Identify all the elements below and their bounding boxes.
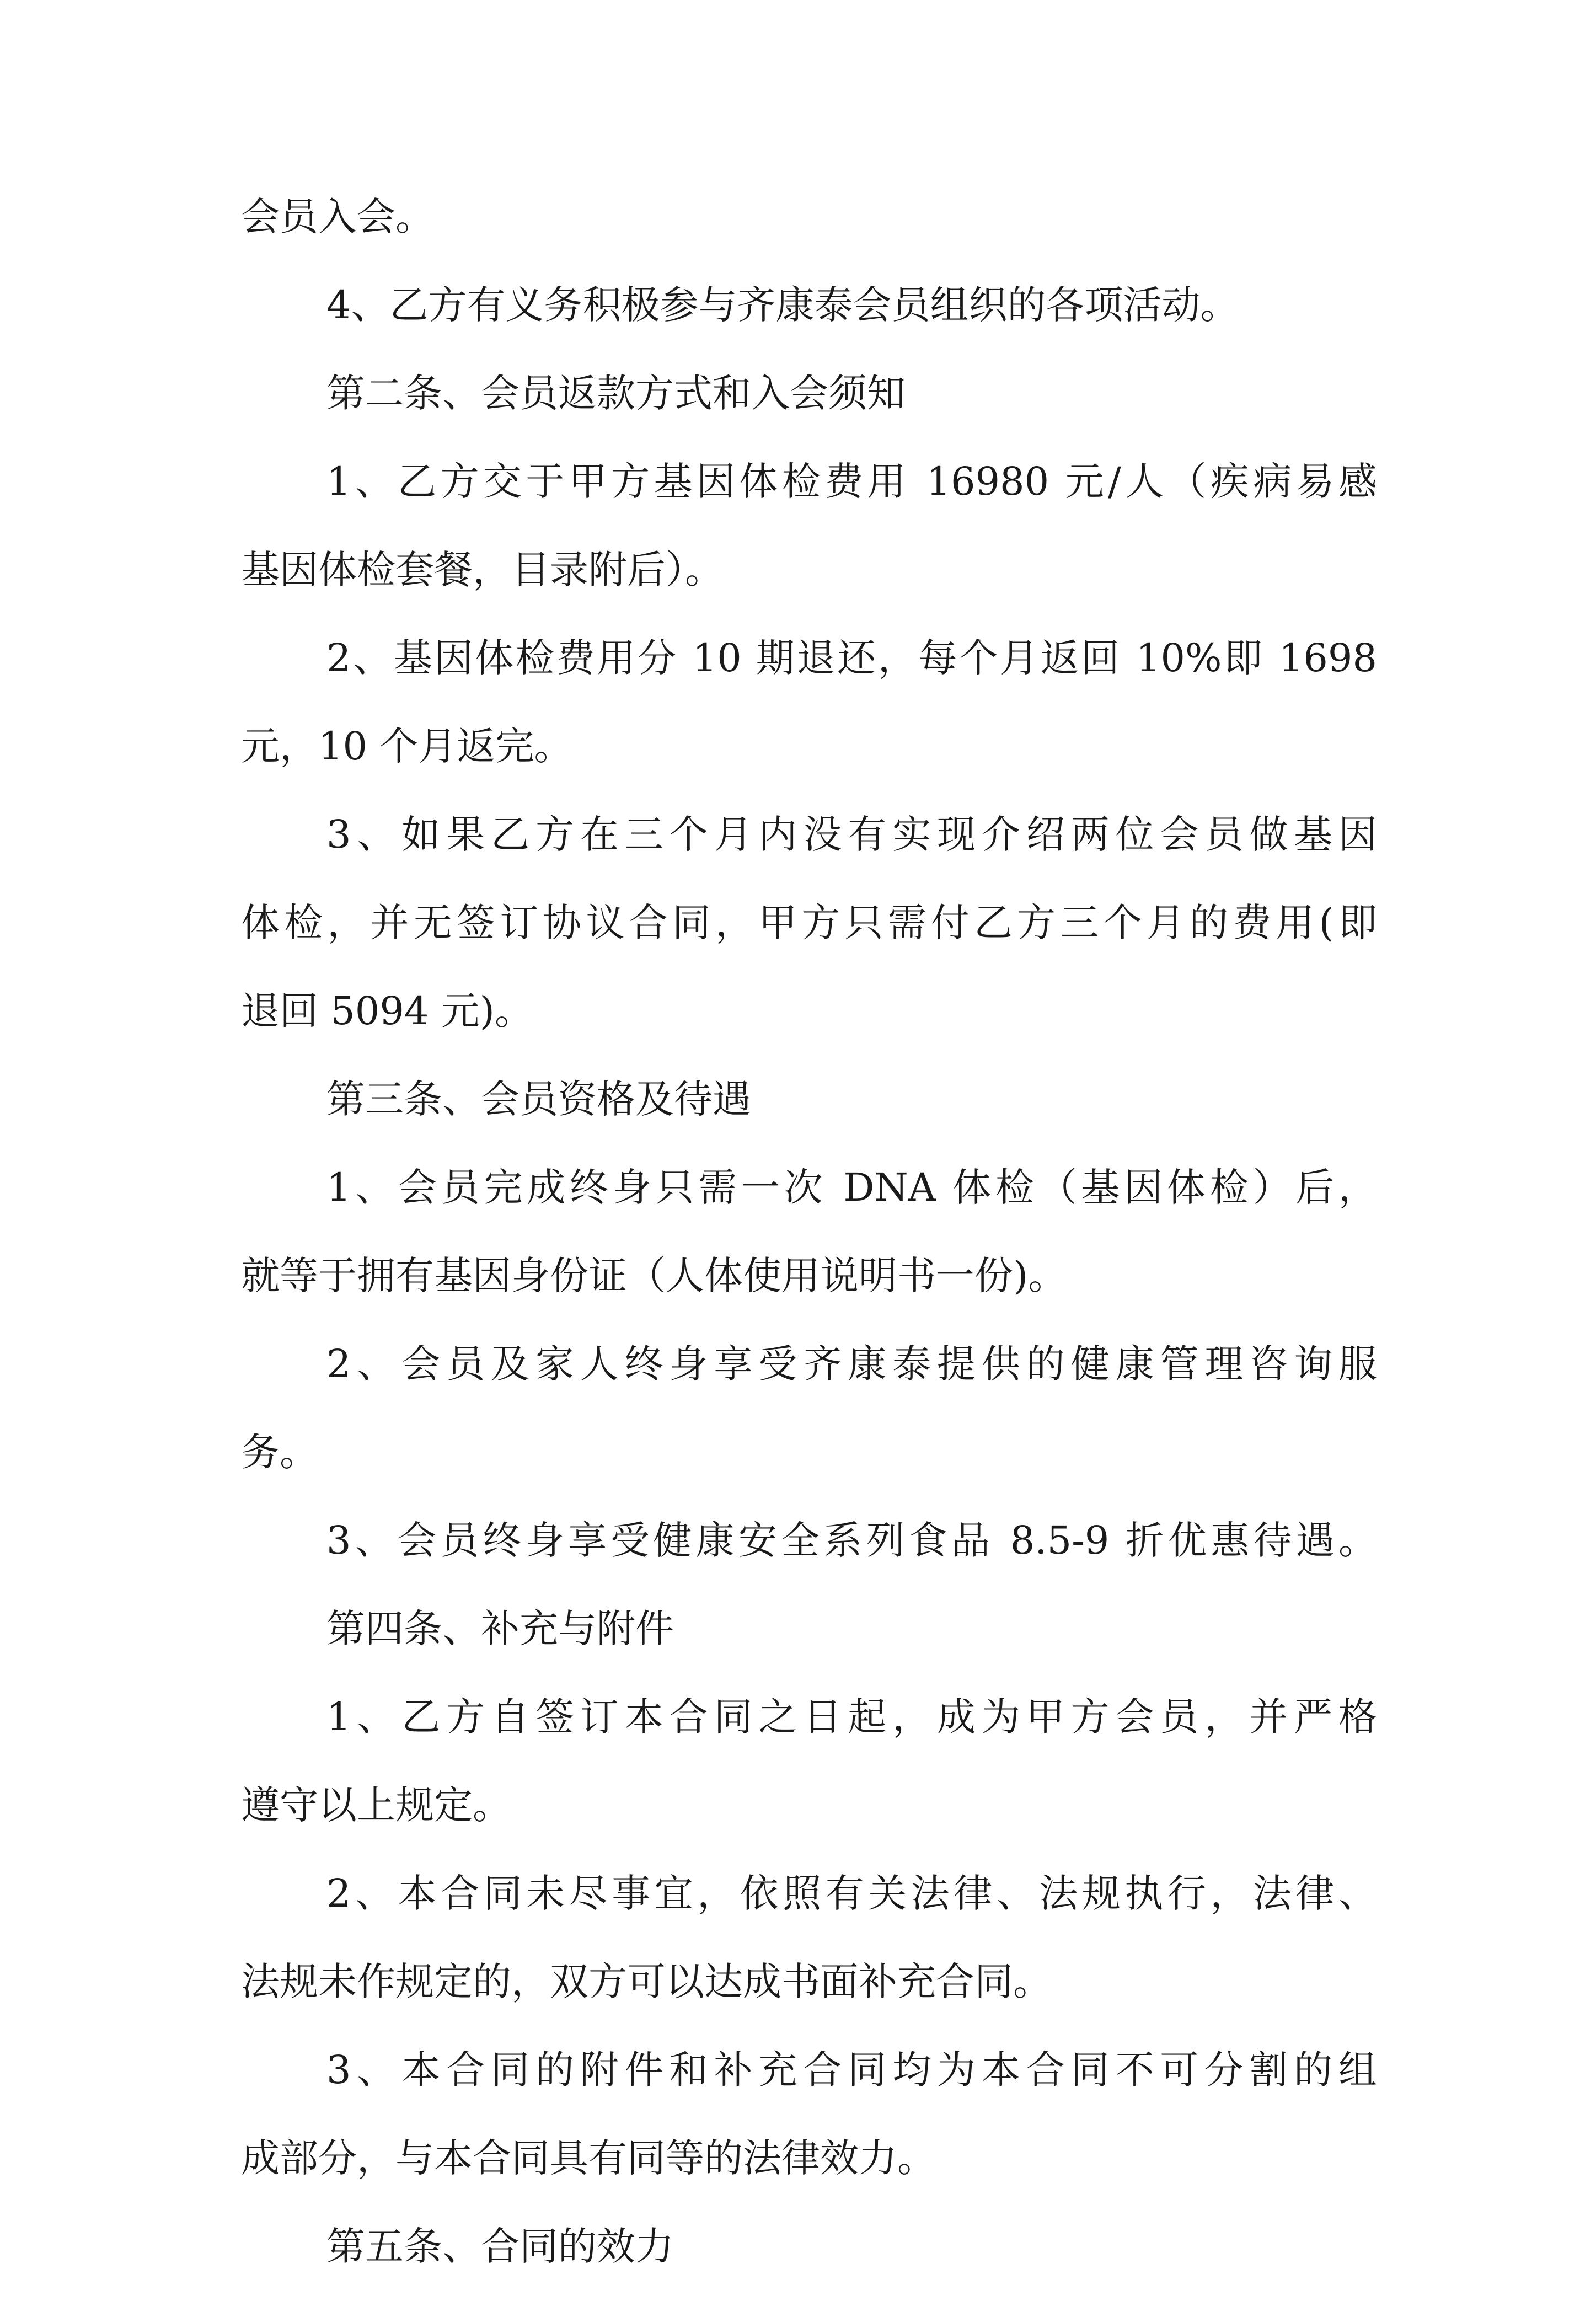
text-line: 务。 <box>241 1430 318 1475</box>
text-line: 体检，并无签订协议合同，甲方只需付乙方三个月的费用(即 <box>241 900 1377 945</box>
section-heading: 第二条、会员返款方式和入会须知 <box>326 371 906 416</box>
text-line: 1、乙方交于甲方基因体检费用 16980 元/人（疾病易感 <box>326 459 1377 504</box>
section-heading: 第三条、会员资格及待遇 <box>326 1077 751 1122</box>
text-line: 基因体检套餐，目录附后）。 <box>241 547 724 592</box>
text-line: 4、乙方有义务积极参与齐康泰会员组织的各项活动。 <box>326 282 1239 328</box>
section-heading: 第五条、合同的效力 <box>326 2224 674 2269</box>
text-line: 元，10 个月返完。 <box>241 724 573 769</box>
text-line: 就等于拥有基因身份证（人体使用说明书一份)。 <box>241 1253 1067 1298</box>
text-line: 遵守以上规定。 <box>241 1783 511 1828</box>
text-line: 法规未作规定的，双方可以达成书面补充合同。 <box>241 1959 1052 2004</box>
text-line: 2、本合同未尽事宜，依照有关法律、法规执行，法律、 <box>326 1871 1377 1916</box>
text-line: 3、如果乙方在三个月内没有实现介绍两位会员做基因 <box>326 812 1377 857</box>
text-line: 会员入会。 <box>241 194 434 239</box>
text-line: 1、会员完成终身只需一次 DNA 体检（基因体检）后， <box>326 1165 1377 1210</box>
text-line: 2、会员及家人终身享受齐康泰提供的健康管理咨询服 <box>326 1341 1377 1387</box>
text-line: 1、乙方自签订本合同之日起，成为甲方会员，并严格 <box>326 1694 1377 1740</box>
text-line: 3、本合同的附件和补充合同均为本合同不可分割的组 <box>326 2047 1377 2092</box>
text-line: 成部分，与本合同具有同等的法律效力。 <box>241 2136 936 2181</box>
text-line: 退回 5094 元)。 <box>241 988 533 1034</box>
text-line: 3、会员终身享受健康安全系列食品 8.5-9 折优惠待遇。 <box>326 1518 1377 1563</box>
text-line: 2、基因体检费用分 10 期退还，每个月返回 10%即 1698 <box>326 635 1377 681</box>
document-body <box>241 194 1377 2312</box>
section-heading: 第四条、补充与附件 <box>326 1606 674 1651</box>
